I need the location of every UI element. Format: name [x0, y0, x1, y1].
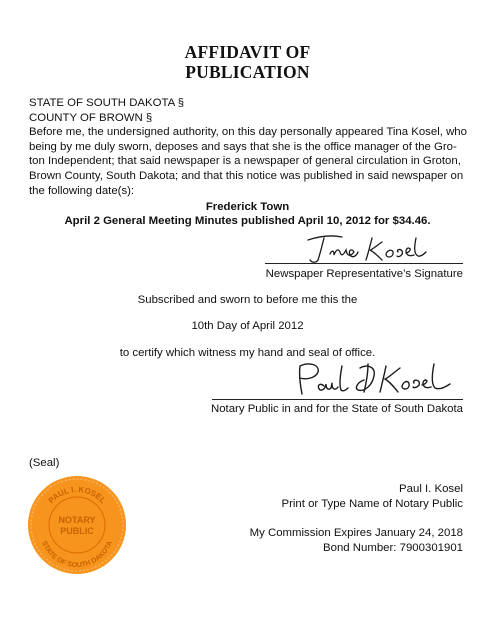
rep-signature-label: Newspaper Representative’s Signature [265, 268, 463, 280]
state-line: STATE OF SOUTH DAKOTA § [29, 97, 185, 109]
body-line: the following date(s): [29, 184, 135, 197]
rep-signature-line [265, 263, 463, 264]
document-title [0, 42, 495, 82]
affidavit-body [29, 96, 469, 198]
title-line-1: AFFIDAVIT OF [184, 42, 311, 62]
body-line: being by me duly sworn, deposes and says that she is the office manager of the Gro- [29, 140, 457, 153]
bond-number: Bond Number: 7900301901 [323, 542, 463, 554]
svg-text:STATE OF SOUTH DAKOTA: STATE OF SOUTH DAKOTA [40, 540, 114, 570]
date-line: 10th Day of April 2012 [191, 320, 304, 332]
county-line: COUNTY OF BROWN § [29, 111, 153, 124]
notice-detail: April 2 General Meeting Minutes published April 10, 2012 for $34.46. [64, 215, 431, 227]
svg-text:NOTARY: NOTARY [58, 515, 96, 525]
seal-label: (Seal) [29, 457, 60, 469]
title-line-2: PUBLICATION [185, 62, 310, 82]
rep-signature-image [300, 228, 430, 268]
notary-name-label: Print or Type Name of Notary Public [281, 498, 463, 510]
commission-expires: My Commission Expires January 24, 2018 [249, 527, 463, 539]
notice-name: Frederick Town [205, 201, 290, 213]
body-line: Brown County, South Dakota; and that this notice was published in said newspaper on [29, 169, 464, 182]
notary-seal-image [26, 474, 128, 576]
notary-label: Notary Public in and for the State of South Dakota [210, 403, 463, 415]
subscribed-line: Subscribed and sworn to before me this the [137, 294, 358, 306]
body-line: ton Independent; that said newspaper is a newspaper of general circulation in Groton, [29, 155, 461, 168]
certify-line: to certify which witness my hand and seal of office. [119, 347, 376, 359]
notary-signature-line [212, 399, 463, 400]
notary-name: Paul I. Kosel [399, 483, 463, 495]
notary-signature-image [290, 358, 460, 400]
svg-text:PUBLIC: PUBLIC [60, 526, 94, 536]
body-line: Before me, the undersigned authority, on this day personally appeared Tina Kosel, who [29, 126, 467, 139]
svg-text:PAUL I. KOSEL: PAUL I. KOSEL [46, 484, 108, 506]
